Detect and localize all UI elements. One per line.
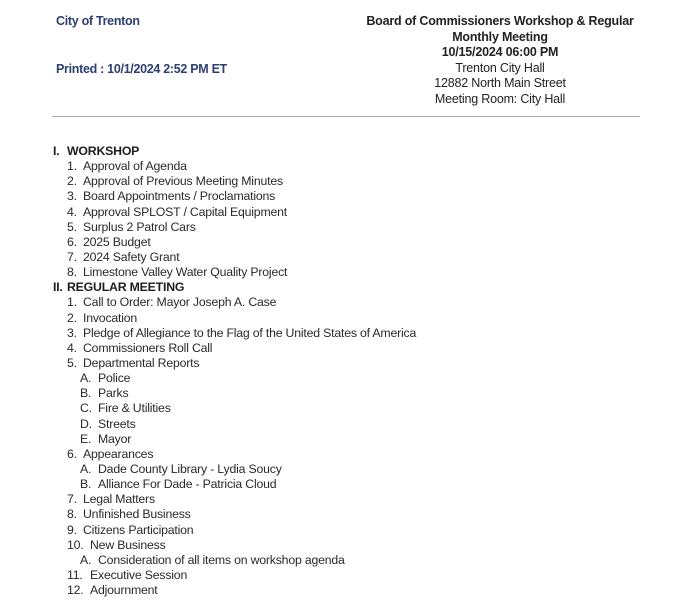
agenda-subitem-text: Parks xyxy=(98,386,129,401)
agenda-section xyxy=(0,280,691,295)
agenda-section xyxy=(0,144,691,159)
agenda-subitem xyxy=(0,401,691,416)
agenda-subitem-number: A. xyxy=(80,461,92,476)
agenda-item xyxy=(0,159,691,174)
agenda-item xyxy=(0,220,691,235)
agenda-subitem xyxy=(0,386,691,401)
agenda-item-number: 10. xyxy=(67,537,84,552)
agenda-item-text: New Business xyxy=(90,537,166,552)
agenda-item-text: Limestone Valley Water Quality Project xyxy=(83,265,288,280)
agenda-item-number: 3. xyxy=(67,189,77,204)
agenda-subitem-number: D. xyxy=(80,416,92,431)
agenda-subitem-text: Police xyxy=(98,371,131,386)
agenda-item-number: 2. xyxy=(67,174,77,189)
agenda-item-number: 6. xyxy=(67,446,77,461)
agenda-section-text: REGULAR MEETING xyxy=(67,280,185,295)
agenda-item-text: 2024 Safety Grant xyxy=(83,249,180,264)
agenda-item xyxy=(0,205,691,220)
agenda-item-number: 4. xyxy=(67,340,77,355)
meeting-room: Meeting Room: City Hall xyxy=(434,91,566,106)
agenda-item-number: 5. xyxy=(67,219,77,234)
agenda-item-text: Legal Matters xyxy=(83,492,155,507)
agenda-item xyxy=(0,311,691,326)
agenda-subitem-number: B. xyxy=(80,477,92,492)
agenda-subitem-text: Streets xyxy=(98,416,136,431)
agenda-list xyxy=(0,144,691,598)
agenda-subitem-text: Dade County Library - Lydia Soucy xyxy=(98,461,282,476)
agenda-subitem xyxy=(0,477,691,492)
agenda-item xyxy=(0,568,691,583)
meeting-title-line1: Board of Commissioners Workshop & Regular xyxy=(366,14,634,28)
agenda-subitem xyxy=(0,432,691,447)
agenda-item-number: 7. xyxy=(67,492,77,507)
meeting-location: Trenton City Hall xyxy=(455,60,545,75)
agenda-item-text: Unfinished Business xyxy=(83,507,191,522)
agenda-item-text: Adjournment xyxy=(90,583,158,598)
agenda-item-text: Departmental Reports xyxy=(83,355,200,370)
agenda-item-number: 4. xyxy=(67,204,77,219)
agenda-item-number: 11. xyxy=(67,567,83,582)
agenda-subitem-text: Consideration of all items on workshop agenda xyxy=(98,552,345,567)
agenda-item xyxy=(0,492,691,507)
meeting-datetime: 10/15/2024 06:00 PM xyxy=(441,45,559,60)
agenda-item-text: Appearances xyxy=(83,446,154,461)
agenda-item xyxy=(0,235,691,250)
agenda-item-number: 5. xyxy=(67,355,77,370)
agenda-item-number: 6. xyxy=(67,234,77,249)
agenda-section-number: I. xyxy=(53,144,60,158)
agenda-section-text: WORKSHOP xyxy=(67,144,140,158)
agenda-item-text: Board Appointments / Proclamations xyxy=(83,189,276,204)
agenda-subitem-number: C. xyxy=(80,401,92,416)
agenda-subitem-text: Mayor xyxy=(98,431,132,446)
agenda-item-number: 8. xyxy=(67,265,77,280)
agenda-item-text: Approval SPLOST / Capital Equipment xyxy=(83,204,287,219)
agenda-subitem-text: Fire & Utilities xyxy=(98,401,171,416)
agenda-item-text: 2025 Budget xyxy=(83,234,151,249)
agenda-item-number: 12. xyxy=(67,583,84,598)
agenda-item-number: 1. xyxy=(67,159,77,174)
agenda-subitem xyxy=(0,462,691,477)
agenda-item-text: Commissioners Roll Call xyxy=(83,340,213,355)
agenda-subitem xyxy=(0,371,691,386)
agenda-item xyxy=(0,265,691,280)
header-divider xyxy=(52,116,640,117)
agenda-item xyxy=(0,523,691,538)
agenda-item-text: Invocation xyxy=(83,310,138,325)
agenda-item xyxy=(0,507,691,522)
agenda-item xyxy=(0,174,691,189)
agenda-subitem-number: B. xyxy=(80,386,92,401)
agenda-item xyxy=(0,538,691,553)
agenda-item-number: 8. xyxy=(67,507,77,522)
agenda-subitem-number: A. xyxy=(80,552,92,567)
agenda-item xyxy=(0,447,691,462)
agenda-subitem-number: E. xyxy=(80,431,92,446)
agenda-item-text: Call to Order: Mayor Joseph A. Case xyxy=(83,295,277,310)
meeting-info xyxy=(350,14,650,108)
agenda-item xyxy=(0,326,691,341)
agenda-subitem xyxy=(0,553,691,568)
agenda-item-text: Citizens Participation xyxy=(83,522,194,537)
agenda-item-number: 3. xyxy=(67,325,77,340)
agenda-item-text: Approval of Agenda xyxy=(83,159,187,174)
agenda-item xyxy=(0,341,691,356)
agenda-item xyxy=(0,250,691,265)
agenda-item-number: 2. xyxy=(67,310,77,325)
agenda-item-text: Approval of Previous Meeting Minutes xyxy=(83,174,283,189)
header-printed-timestamp: Printed : 10/1/2024 2:52 PM ET xyxy=(56,62,227,76)
meeting-address: 12882 North Main Street xyxy=(434,76,566,91)
agenda-item-text: Executive Session xyxy=(90,567,188,582)
agenda-item xyxy=(0,583,691,598)
meeting-title-line2: Monthly Meeting xyxy=(452,29,548,44)
agenda-item-number: 9. xyxy=(67,522,77,537)
agenda-item-number: 7. xyxy=(67,249,77,264)
agenda-item-text: Surplus 2 Patrol Cars xyxy=(83,219,196,234)
header-organization: City of Trenton xyxy=(56,14,140,28)
agenda-subitem xyxy=(0,417,691,432)
agenda-section-number: II. xyxy=(53,280,63,295)
agenda-subitem-text: Alliance For Dade - Patricia Cloud xyxy=(98,477,277,492)
agenda-item xyxy=(0,356,691,371)
agenda-item-number: 1. xyxy=(67,295,77,310)
agenda-item xyxy=(0,295,691,310)
agenda-item xyxy=(0,189,691,204)
agenda-item-text: Pledge of Allegiance to the Flag of the United States of America xyxy=(83,325,417,340)
agenda-subitem-number: A. xyxy=(80,371,92,386)
